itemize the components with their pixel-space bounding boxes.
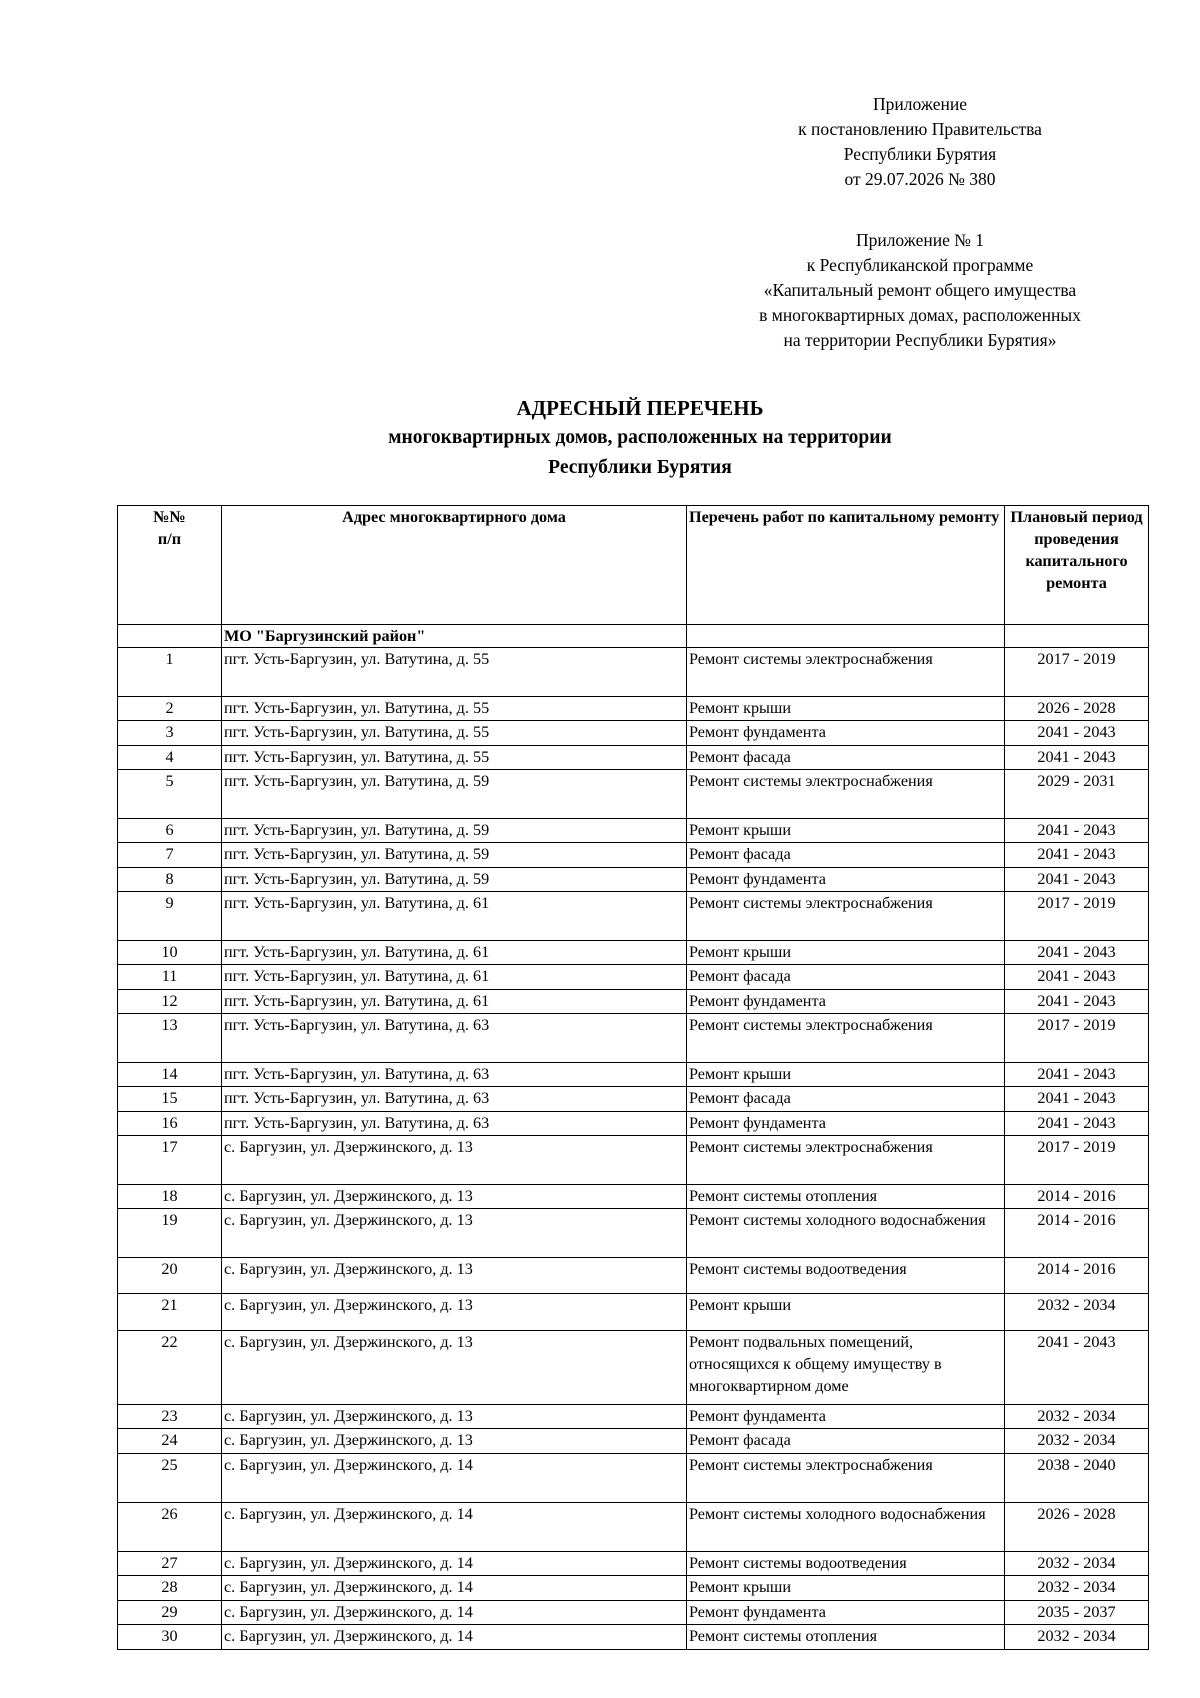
title-line-1: АДРЕСНЫЙ ПЕРЕЧЕНЬ xyxy=(516,396,764,420)
row-work: Ремонт фундамента xyxy=(687,1112,1005,1136)
row-period: 2032 - 2034 xyxy=(1005,1625,1149,1650)
row-address: с. Баргузин, ул. Дзержинского, д. 13 xyxy=(222,1209,687,1258)
table-row xyxy=(118,1136,1149,1185)
appendix-header xyxy=(700,92,1140,192)
row-period: 2017 - 2019 xyxy=(1005,1136,1149,1185)
program-line: на территории Республики Бурятия» xyxy=(783,330,1057,350)
row-period: 2032 - 2034 xyxy=(1005,1294,1149,1331)
row-period: 2026 - 2028 xyxy=(1005,1503,1149,1552)
row-address: с. Баргузин, ул. Дзержинского, д. 14 xyxy=(222,1576,687,1601)
row-number: 13 xyxy=(118,1014,222,1063)
row-period: 2029 - 2031 xyxy=(1005,770,1149,819)
appendix-line: от 29.07.2026 № 380 xyxy=(844,169,996,189)
table-row xyxy=(118,1331,1149,1405)
document-title xyxy=(150,393,1130,483)
row-work: Ремонт системы электроснабжения xyxy=(687,648,1005,697)
row-period: 2026 - 2028 xyxy=(1005,697,1149,721)
appendix-line: Приложение xyxy=(873,94,967,114)
table-row xyxy=(118,1552,1149,1576)
row-period: 2017 - 2019 xyxy=(1005,648,1149,697)
row-period: 2032 - 2034 xyxy=(1005,1576,1149,1601)
table-row xyxy=(118,770,1149,819)
table-row xyxy=(118,843,1149,868)
table-row xyxy=(118,892,1149,941)
row-period: 2032 - 2034 xyxy=(1005,1405,1149,1429)
section-period-cell xyxy=(1005,625,1149,648)
row-number: 3 xyxy=(118,721,222,746)
row-work: Ремонт системы электроснабжения xyxy=(687,892,1005,941)
row-period: 2041 - 2043 xyxy=(1005,819,1149,843)
row-number: 28 xyxy=(118,1576,222,1601)
row-work: Ремонт крыши xyxy=(687,1063,1005,1087)
row-address: с. Баргузин, ул. Дзержинского, д. 14 xyxy=(222,1601,687,1625)
row-address: с. Баргузин, ул. Дзержинского, д. 13 xyxy=(222,1185,687,1209)
row-number: 24 xyxy=(118,1429,222,1454)
table-row xyxy=(118,819,1149,843)
appendix-line: к постановлению Правительства xyxy=(798,119,1042,139)
row-period: 2041 - 2043 xyxy=(1005,1112,1149,1136)
section-title: МО "Баргузинский район" xyxy=(222,625,687,648)
row-work: Ремонт фасада xyxy=(687,965,1005,990)
row-period: 2041 - 2043 xyxy=(1005,990,1149,1014)
row-address: с. Баргузин, ул. Дзержинского, д. 13 xyxy=(222,1429,687,1454)
row-address: пгт. Усть-Баргузин, ул. Ватутина, д. 59 xyxy=(222,868,687,892)
row-period: 2017 - 2019 xyxy=(1005,892,1149,941)
row-work: Ремонт фундамента xyxy=(687,990,1005,1014)
program-appendix-header xyxy=(700,228,1140,353)
row-address: с. Баргузин, ул. Дзержинского, д. 14 xyxy=(222,1503,687,1552)
program-line: к Республиканской программе xyxy=(806,255,1034,275)
row-period: 2041 - 2043 xyxy=(1005,1087,1149,1112)
table-row xyxy=(118,648,1149,697)
table-row xyxy=(118,1014,1149,1063)
address-registry-table xyxy=(117,505,1149,1650)
row-period: 2017 - 2019 xyxy=(1005,1014,1149,1063)
row-number: 8 xyxy=(118,868,222,892)
row-address: с. Баргузин, ул. Дзержинского, д. 13 xyxy=(222,1405,687,1429)
row-period: 2041 - 2043 xyxy=(1005,746,1149,770)
row-number: 23 xyxy=(118,1405,222,1429)
row-number: 1 xyxy=(118,648,222,697)
header-num-label: №№ п/п xyxy=(153,508,186,548)
row-work: Ремонт системы водоотведения xyxy=(687,1552,1005,1576)
table-row xyxy=(118,1063,1149,1087)
row-work: Ремонт системы холодного водоснабжения xyxy=(687,1503,1005,1552)
table-row xyxy=(118,1429,1149,1454)
row-address: с. Баргузин, ул. Дзержинского, д. 14 xyxy=(222,1454,687,1503)
row-address: пгт. Усть-Баргузин, ул. Ватутина, д. 59 xyxy=(222,770,687,819)
row-address: пгт. Усть-Баргузин, ул. Ватутина, д. 55 xyxy=(222,648,687,697)
row-period: 2041 - 2043 xyxy=(1005,868,1149,892)
row-number: 29 xyxy=(118,1601,222,1625)
row-number: 19 xyxy=(118,1209,222,1258)
row-address: с. Баргузин, ул. Дзержинского, д. 13 xyxy=(222,1136,687,1185)
row-number: 25 xyxy=(118,1454,222,1503)
header-address: Адрес многоквартирного дома xyxy=(222,506,687,625)
row-number: 2 xyxy=(118,697,222,721)
row-number: 16 xyxy=(118,1112,222,1136)
row-number: 10 xyxy=(118,941,222,965)
table-row xyxy=(118,990,1149,1014)
table-row xyxy=(118,1112,1149,1136)
table-row xyxy=(118,697,1149,721)
row-number: 26 xyxy=(118,1503,222,1552)
row-work: Ремонт фасада xyxy=(687,843,1005,868)
row-work: Ремонт крыши xyxy=(687,1576,1005,1601)
table-row xyxy=(118,1087,1149,1112)
row-work: Ремонт системы отопления xyxy=(687,1185,1005,1209)
row-period: 2041 - 2043 xyxy=(1005,721,1149,746)
row-work: Ремонт крыши xyxy=(687,1294,1005,1331)
row-work: Ремонт подвальных помещений, относящихся к общему имуществу в многоквартирном доме xyxy=(687,1331,1005,1405)
row-period: 2041 - 2043 xyxy=(1005,843,1149,868)
title-line-3: Республики Бурятия xyxy=(548,457,732,478)
row-period: 2035 - 2037 xyxy=(1005,1601,1149,1625)
row-number: 7 xyxy=(118,843,222,868)
row-work: Ремонт системы водоотведения xyxy=(687,1258,1005,1294)
program-line: «Капитальный ремонт общего имущества xyxy=(763,280,1077,300)
section-num-cell xyxy=(118,625,222,648)
table-row xyxy=(118,965,1149,990)
title-line-2: многоквартирных домов, расположенных на территории xyxy=(388,427,892,448)
row-number: 18 xyxy=(118,1185,222,1209)
row-number: 30 xyxy=(118,1625,222,1650)
row-number: 12 xyxy=(118,990,222,1014)
row-number: 17 xyxy=(118,1136,222,1185)
table-row xyxy=(118,1503,1149,1552)
table-row xyxy=(118,721,1149,746)
row-work: Ремонт системы электроснабжения xyxy=(687,1454,1005,1503)
row-period: 2014 - 2016 xyxy=(1005,1258,1149,1294)
table-row xyxy=(118,1601,1149,1625)
row-address: с. Баргузин, ул. Дзержинского, д. 14 xyxy=(222,1552,687,1576)
row-work: Ремонт крыши xyxy=(687,819,1005,843)
row-address: пгт. Усть-Баргузин, ул. Ватутина, д. 61 xyxy=(222,965,687,990)
row-work: Ремонт крыши xyxy=(687,697,1005,721)
row-period: 2038 - 2040 xyxy=(1005,1454,1149,1503)
row-address: пгт. Усть-Баргузин, ул. Ватутина, д. 63 xyxy=(222,1112,687,1136)
row-address: пгт. Усть-Баргузин, ул. Ватутина, д. 61 xyxy=(222,941,687,965)
row-period: 2041 - 2043 xyxy=(1005,1331,1149,1405)
row-address: пгт. Усть-Баргузин, ул. Ватутина, д. 59 xyxy=(222,843,687,868)
row-number: 9 xyxy=(118,892,222,941)
header-period: Плановый период проведения капитального ремонта xyxy=(1005,506,1149,625)
row-period: 2032 - 2034 xyxy=(1005,1429,1149,1454)
row-period: 2041 - 2043 xyxy=(1005,1063,1149,1087)
row-work: Ремонт системы электроснабжения xyxy=(687,1136,1005,1185)
row-address: пгт. Усть-Баргузин, ул. Ватутина, д. 55 xyxy=(222,746,687,770)
row-number: 11 xyxy=(118,965,222,990)
table-row xyxy=(118,1294,1149,1331)
row-work: Ремонт фасада xyxy=(687,1087,1005,1112)
header-num xyxy=(118,506,222,625)
row-number: 27 xyxy=(118,1552,222,1576)
section-row xyxy=(118,625,1149,648)
row-address: пгт. Усть-Баргузин, ул. Ватутина, д. 61 xyxy=(222,892,687,941)
row-address: с. Баргузин, ул. Дзержинского, д. 13 xyxy=(222,1331,687,1405)
row-work: Ремонт системы электроснабжения xyxy=(687,1014,1005,1063)
row-work: Ремонт системы электроснабжения xyxy=(687,770,1005,819)
table-row xyxy=(118,1405,1149,1429)
row-address: пгт. Усть-Баргузин, ул. Ватутина, д. 63 xyxy=(222,1014,687,1063)
row-period: 2032 - 2034 xyxy=(1005,1552,1149,1576)
row-address: с. Баргузин, ул. Дзержинского, д. 13 xyxy=(222,1294,687,1331)
row-work: Ремонт фундамента xyxy=(687,721,1005,746)
table-row xyxy=(118,1576,1149,1601)
row-period: 2014 - 2016 xyxy=(1005,1209,1149,1258)
row-number: 14 xyxy=(118,1063,222,1087)
appendix-line: Республики Бурятия xyxy=(843,144,997,164)
row-number: 22 xyxy=(118,1331,222,1405)
program-line: Приложение № 1 xyxy=(855,230,985,250)
row-number: 6 xyxy=(118,819,222,843)
row-work: Ремонт системы отопления xyxy=(687,1625,1005,1650)
row-address: пгт. Усть-Баргузин, ул. Ватутина, д. 55 xyxy=(222,697,687,721)
row-address: пгт. Усть-Баргузин, ул. Ватутина, д. 55 xyxy=(222,721,687,746)
table-row xyxy=(118,868,1149,892)
row-period: 2014 - 2016 xyxy=(1005,1185,1149,1209)
row-address: пгт. Усть-Баргузин, ул. Ватутина, д. 63 xyxy=(222,1063,687,1087)
row-number: 20 xyxy=(118,1258,222,1294)
row-work: Ремонт крыши xyxy=(687,941,1005,965)
row-work: Ремонт фасада xyxy=(687,1429,1005,1454)
row-address: с. Баргузин, ул. Дзержинского, д. 14 xyxy=(222,1625,687,1650)
table-row xyxy=(118,746,1149,770)
header-works: Перечень работ по капитальному ремонту xyxy=(687,506,1005,625)
row-work: Ремонт фундамента xyxy=(687,1601,1005,1625)
row-period: 2041 - 2043 xyxy=(1005,965,1149,990)
table-row xyxy=(118,1258,1149,1294)
row-number: 5 xyxy=(118,770,222,819)
section-works-cell xyxy=(687,625,1005,648)
table-row xyxy=(118,1454,1149,1503)
row-address: с. Баргузин, ул. Дзержинского, д. 13 xyxy=(222,1258,687,1294)
row-number: 21 xyxy=(118,1294,222,1331)
row-number: 4 xyxy=(118,746,222,770)
row-work: Ремонт системы холодного водоснабжения xyxy=(687,1209,1005,1258)
row-work: Ремонт фасада xyxy=(687,746,1005,770)
row-work: Ремонт фундамента xyxy=(687,868,1005,892)
table-row xyxy=(118,941,1149,965)
row-address: пгт. Усть-Баргузин, ул. Ватутина, д. 61 xyxy=(222,990,687,1014)
row-work: Ремонт фундамента xyxy=(687,1405,1005,1429)
table-row xyxy=(118,1209,1149,1258)
row-address: пгт. Усть-Баргузин, ул. Ватутина, д. 63 xyxy=(222,1087,687,1112)
row-period: 2041 - 2043 xyxy=(1005,941,1149,965)
row-number: 15 xyxy=(118,1087,222,1112)
program-line: в многоквартирных домах, расположенных xyxy=(759,305,1081,325)
table-header-row xyxy=(118,506,1149,625)
table-row xyxy=(118,1185,1149,1209)
table-row xyxy=(118,1625,1149,1650)
row-address: пгт. Усть-Баргузин, ул. Ватутина, д. 59 xyxy=(222,819,687,843)
